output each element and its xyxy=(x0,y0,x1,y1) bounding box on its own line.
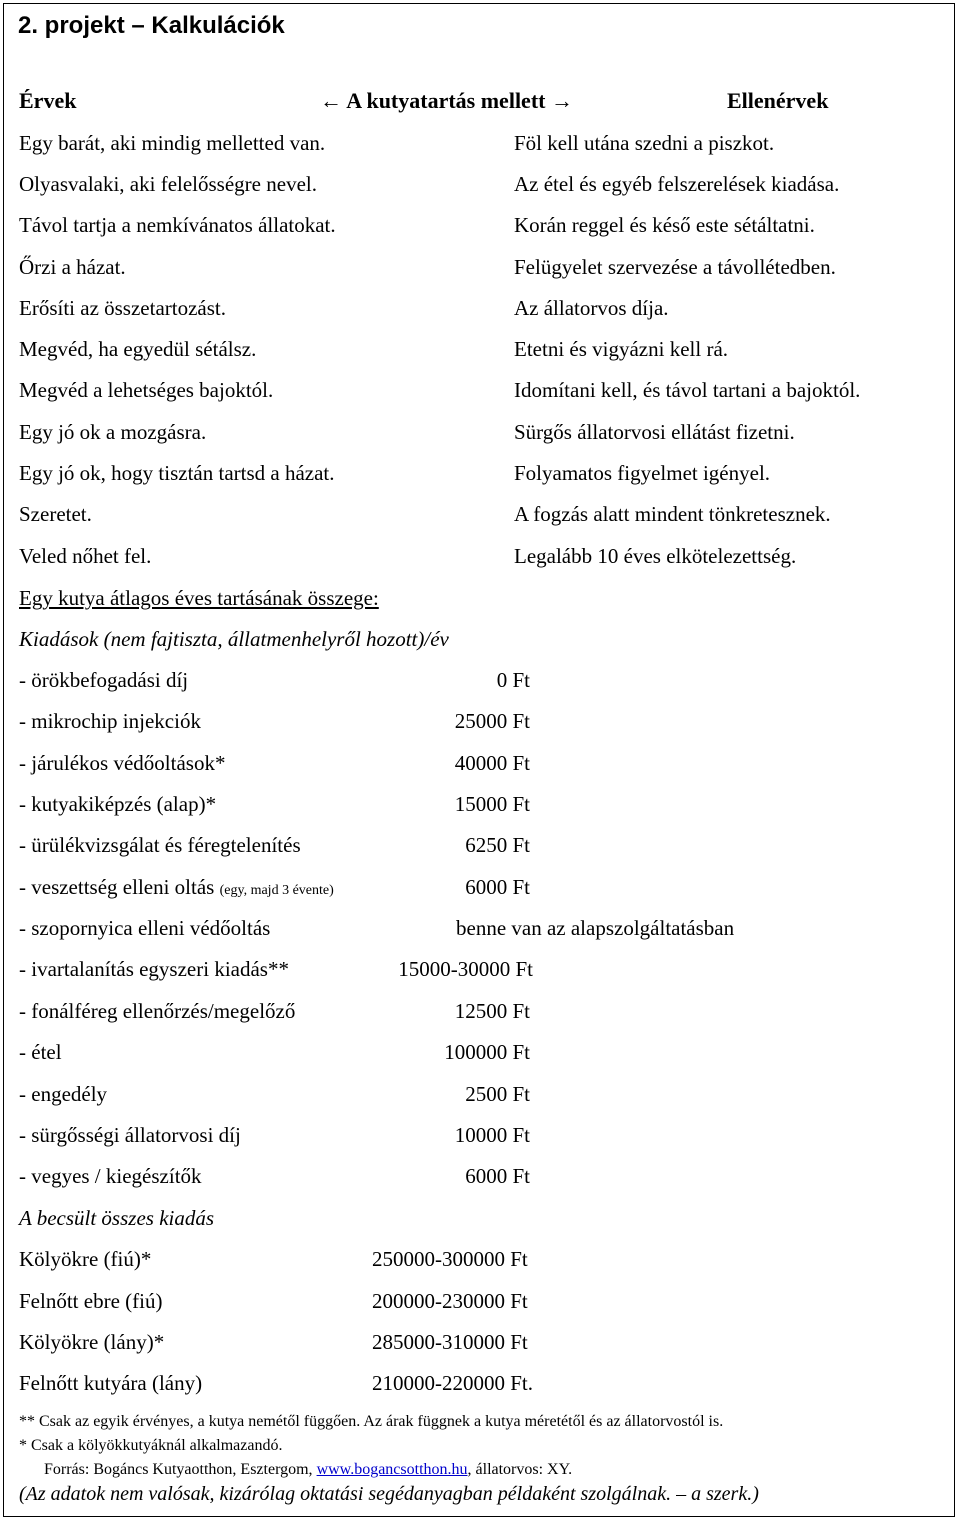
expense-row xyxy=(0,792,960,833)
expense-label: - kutyakiképzés (alap)* xyxy=(19,792,217,816)
expense-label: - engedély xyxy=(19,1082,108,1106)
source-link[interactable]: www.bogancsotthon.hu xyxy=(316,1461,468,1478)
expense-row xyxy=(0,875,960,916)
expense-row xyxy=(0,999,960,1040)
footnote-single-star: * Csak a kölyökkutyáknál alkalmazandó. xyxy=(19,1437,283,1454)
pros-cons-row xyxy=(0,461,960,502)
expense-value: 12500 Ft xyxy=(454,999,530,1023)
expense-value: 100000 Ft xyxy=(444,1040,530,1064)
total-row xyxy=(0,1330,960,1371)
total-value: 250000-300000 Ft xyxy=(372,1247,528,1271)
con-item: Korán reggel és késő este sétáltatni. xyxy=(514,213,815,237)
pro-item: Egy jó ok a mozgásra. xyxy=(19,420,207,444)
con-item: Idomítani kell, és távol tartani a bajoktól. xyxy=(514,378,861,402)
expense-row xyxy=(0,1123,960,1164)
expense-label: - járulékos védőoltások* xyxy=(19,751,226,775)
footnote-double-star: ** Csak az egyik érvényes, a kutya nemétől függően. Az árak függnek a kutya méretétől és az állatorvostól is. xyxy=(19,1413,724,1430)
pros-heading: Érvek xyxy=(19,88,77,113)
total-row xyxy=(0,1247,960,1288)
con-item: Folyamatos figyelmet igényel. xyxy=(514,461,771,485)
con-item: Etetni és vigyázni kell rá. xyxy=(514,337,729,361)
expense-value: benne van az alapszolgáltatásban xyxy=(456,916,735,940)
con-item: Legalább 10 éves elkötelezettség. xyxy=(514,544,797,568)
total-label: Kölyökre (fiú)* xyxy=(19,1247,152,1271)
expense-label: - vegyes / kiegészítők xyxy=(19,1164,202,1188)
pros-cons-row xyxy=(0,544,960,585)
source-prefix: Forrás: Bogáncs Kutyaotthon, Esztergom, xyxy=(44,1461,317,1478)
expense-label: - mikrochip injekciók xyxy=(19,709,201,733)
disclaimer: (Az adatok nem valósak, kizárólag oktatási segédanyagban példaként szolgálnak. – a szerk.) xyxy=(19,1483,759,1505)
con-item: Felügyelet szervezése a távollétedben. xyxy=(514,255,836,279)
total-value: 210000-220000 Ft. xyxy=(372,1371,534,1395)
source-line xyxy=(44,1461,572,1479)
expense-row xyxy=(0,1082,960,1123)
center-heading: ← A kutyatartás mellett → xyxy=(320,88,573,113)
total-label: Felnőtt kutyára (lány) xyxy=(19,1371,203,1395)
expense-value: 25000 Ft xyxy=(454,709,530,733)
pros-cons-row xyxy=(0,213,960,254)
pros-cons-row xyxy=(0,172,960,213)
pro-item: Szeretet. xyxy=(19,502,92,526)
expense-label: - örökbefogadási díj xyxy=(19,668,189,692)
expense-note: (egy, majd 3 évente) xyxy=(219,883,334,898)
expense-value: 2500 Ft xyxy=(465,1082,530,1106)
annual-cost-heading: Egy kutya átlagos éves tartásának összege: xyxy=(19,586,379,610)
expense-label: - ürülékvizsgálat és féregtelenítés xyxy=(19,833,301,857)
expense-row xyxy=(0,751,960,792)
total-row xyxy=(0,1371,960,1412)
pros-cons-row xyxy=(0,337,960,378)
cons-heading: Ellenérvek xyxy=(727,88,829,113)
pro-item: Erősíti az összetartozást. xyxy=(19,296,227,320)
expense-row xyxy=(0,1164,960,1205)
expense-label: - szopornyica elleni védőoltás xyxy=(19,916,271,940)
pro-item: Megvéd, ha egyedül sétálsz. xyxy=(19,337,257,361)
pros-cons-row xyxy=(0,255,960,296)
con-item: Az étel és egyéb felszerelések kiadása. xyxy=(514,172,840,196)
page-title: 2. projekt – Kalkulációk xyxy=(18,12,285,39)
expense-label: - sürgősségi állatorvosi díj xyxy=(19,1123,241,1147)
source-suffix: , állatorvos: XY. xyxy=(467,1461,573,1478)
pro-item: Veled nőhet fel. xyxy=(19,544,152,568)
con-item: A fogzás alatt mindent tönkretesznek. xyxy=(514,502,831,526)
expense-row xyxy=(0,833,960,874)
expense-label-text: - veszettség elleni oltás xyxy=(19,875,220,899)
expenses-heading: Kiadások (nem fajtiszta, állatmenhelyről hozott)/év xyxy=(19,627,449,651)
expense-value: 0 Ft xyxy=(496,668,530,692)
expense-value: 6250 Ft xyxy=(465,833,530,857)
total-value: 285000-310000 Ft xyxy=(372,1330,528,1354)
expense-label: - ivartalanítás egyszeri kiadás** xyxy=(19,957,289,981)
pro-item: Egy jó ok, hogy tisztán tartsd a házat. xyxy=(19,461,335,485)
con-item: Föl kell utána szedni a piszkot. xyxy=(514,131,775,155)
expense-value: 15000-30000 Ft xyxy=(398,957,533,981)
total-value: 200000-230000 Ft xyxy=(372,1289,528,1313)
expense-label xyxy=(19,875,334,900)
total-label: Kölyökre (lány)* xyxy=(19,1330,165,1354)
expense-row xyxy=(0,916,960,957)
total-label: Felnőtt ebre (fiú) xyxy=(19,1289,163,1313)
totals-heading: A becsült összes kiadás xyxy=(19,1206,215,1230)
expense-value: 10000 Ft xyxy=(454,1123,530,1147)
pro-item: Olyasvalaki, aki felelősségre nevel. xyxy=(19,172,317,196)
total-row xyxy=(0,1289,960,1330)
con-item: Az állatorvos díja. xyxy=(514,296,669,320)
expense-row xyxy=(0,709,960,750)
pro-item: Távol tartja a nemkívánatos állatokat. xyxy=(19,213,336,237)
pros-cons-row xyxy=(0,131,960,172)
expense-row xyxy=(0,668,960,709)
expense-value: 6000 Ft xyxy=(465,1164,530,1188)
pros-cons-row xyxy=(0,378,960,419)
expense-value: 6000 Ft xyxy=(465,875,530,899)
expense-label: - étel xyxy=(19,1040,62,1064)
pro-item: Őrzi a házat. xyxy=(19,255,126,279)
pro-item: Megvéd a lehetséges bajoktól. xyxy=(19,378,274,402)
pro-item: Egy barát, aki mindig melletted van. xyxy=(19,131,326,155)
pros-cons-row xyxy=(0,502,960,543)
expense-row xyxy=(0,957,960,998)
pros-cons-row xyxy=(0,296,960,337)
expense-label: - fonálféreg ellenőrzés/megelőző xyxy=(19,999,296,1023)
con-item: Sürgős állatorvosi ellátást fizetni. xyxy=(514,420,795,444)
expense-value: 40000 Ft xyxy=(454,751,530,775)
expense-row xyxy=(0,1040,960,1081)
expense-value: 15000 Ft xyxy=(454,792,530,816)
pros-cons-row xyxy=(0,420,960,461)
